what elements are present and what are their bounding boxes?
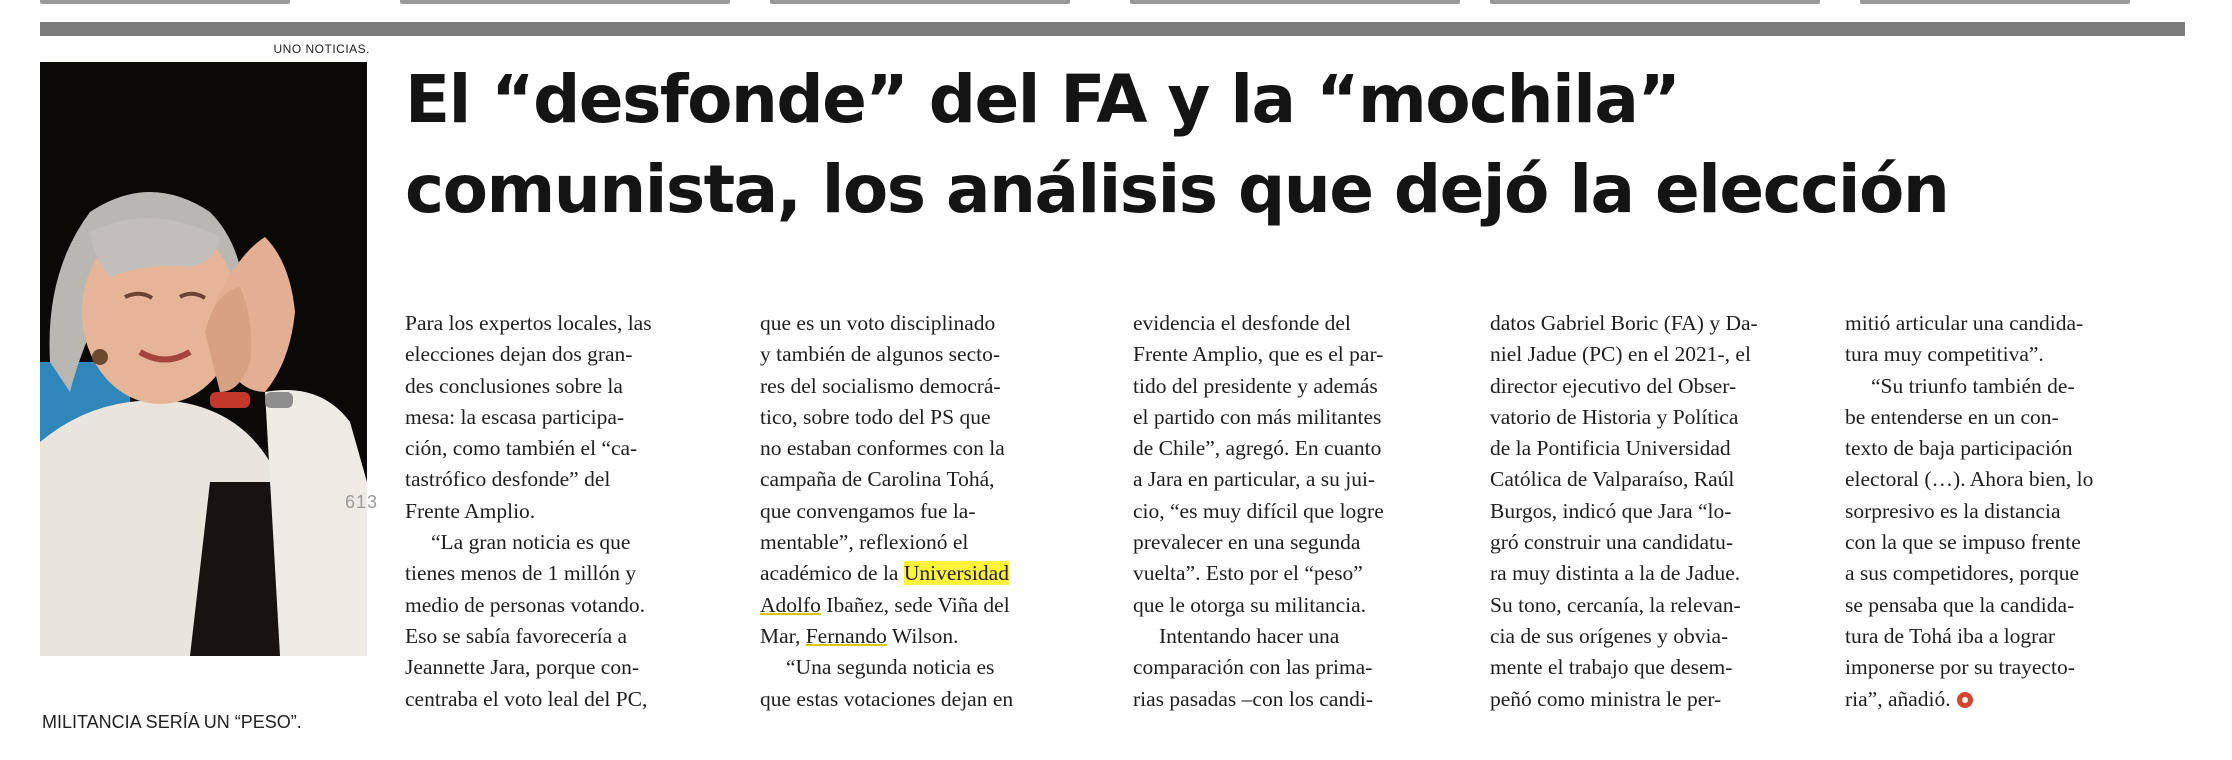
text-line: cia de sus orígenes y obvia- [1490, 623, 1729, 648]
text-line: be entenderse en un con- [1845, 404, 2059, 429]
text-line: niel Jadue (PC) en el 2021-, el [1490, 342, 1751, 367]
text-line: datos Gabriel Boric (FA) y Da- [1490, 311, 1758, 335]
text-line: con la que se impuso frente [1845, 530, 2081, 555]
text-line: vuelta”. Esto por el “peso” [1133, 561, 1363, 586]
body-column-5 [1845, 308, 2190, 715]
text-line: ra muy distinta a la de Jadue. [1490, 561, 1741, 586]
text-line: ción, como también el “ca- [405, 436, 638, 461]
text-line: que convengamos fue la- [760, 498, 976, 523]
text-line: que es un voto disciplinado [760, 311, 996, 335]
text-segment: Mar, [760, 623, 806, 648]
text-line: Frente Amplio, que es el par- [1133, 342, 1384, 367]
text-line: des conclusiones sobre la [405, 373, 623, 398]
text-line: tienes menos de 1 millón y [405, 561, 637, 586]
text-line [760, 590, 1105, 621]
text-line: que estas votaciones dejan en [760, 686, 1014, 711]
photo-credit: UNO NOTICIAS. [273, 42, 370, 56]
headline-line: comunista, los análisis que dejó la elección [405, 151, 1949, 228]
previous-article-fragment [0, 0, 2232, 10]
text-line: de la Pontificia Universidad [1490, 436, 1731, 461]
article-photo [40, 62, 367, 656]
photo-caption: MILITANCIA SERÍA UN “PESO”. [42, 712, 302, 732]
text-line: electoral (…). Ahora bien, lo [1845, 467, 2094, 492]
top-rule [40, 22, 2185, 36]
text-line: director ejecutivo del Obser- [1490, 373, 1737, 398]
text-line: mitió articular una candida- [1845, 311, 2084, 335]
text-line: a sus competidores, porque [1845, 561, 2080, 586]
text-line: campaña de Carolina Tohá, [760, 467, 995, 492]
text-line: tico, sobre todo del PS que [760, 404, 991, 429]
text-line: a Jara en particular, a su jui- [1133, 467, 1376, 492]
text-line: tastrófico desfonde” del [405, 467, 611, 492]
text-line: Católica de Valparaíso, Raúl [1490, 467, 1735, 492]
text-line: vatorio de Historia y Política [1490, 404, 1739, 429]
text-line: sorpresivo es la distancia [1845, 498, 2061, 523]
image-watermark: 613 [345, 492, 379, 512]
text-segment: ria”, añadió. [1845, 686, 1951, 711]
text-line: mentable”, reflexionó el [760, 530, 969, 555]
text-line: se pensaba que la candida- [1845, 592, 2075, 617]
highlighted-university-name: Universidad [903, 561, 1009, 586]
text-line: tura muy competitiva”. [1845, 342, 2044, 367]
text-line: no estaban conformes con la [760, 436, 1005, 461]
text-segment: académico de la [760, 561, 904, 586]
text-line: evidencia el desfonde del [1133, 311, 1351, 335]
text-line: mente el trabajo que desem- [1490, 655, 1733, 680]
woman-clapping-image [40, 62, 367, 656]
underlined-person-name: Fernando [805, 623, 887, 648]
body-column-4 [1490, 308, 1835, 715]
text-line: comparación con las prima- [1133, 655, 1373, 680]
text-line [760, 558, 1105, 589]
text-line: Intentando hacer una [1159, 623, 1340, 648]
text-line: mesa: la escasa participa- [405, 404, 625, 429]
text-line: texto de baja participación [1845, 436, 2073, 461]
text-line: res del socialismo democrá- [760, 373, 1001, 398]
text-segment: Ibañez, sede Viña del [820, 592, 1010, 617]
text-line: Jeannette Jara, porque con- [405, 655, 640, 680]
text-line: el partido con más militantes [1133, 404, 1382, 429]
headline-line: El “desfonde” del FA y la “mochila” [405, 61, 1680, 138]
text-line: elecciones dejan dos gran- [405, 342, 633, 367]
text-line: centraba el voto leal del PC, [405, 686, 648, 711]
text-line [760, 621, 1105, 652]
body-column-1 [405, 308, 750, 715]
article-end-icon [1957, 692, 1973, 708]
text-line: de Chile”, agregó. En cuanto [1133, 436, 1382, 461]
text-segment: Wilson. [886, 623, 959, 648]
text-line: tura de Tohá iba a lograr [1845, 623, 2056, 648]
body-column-3 [1133, 308, 1478, 715]
text-line: Para los expertos locales, las [405, 311, 652, 335]
text-line: “Su triunfo también de- [1871, 373, 2075, 398]
underlined-university-name: Adolfo [760, 592, 821, 617]
text-line: tido del presidente y además [1133, 373, 1378, 398]
text-line: “La gran noticia es que [431, 530, 631, 555]
text-line: prevalecer en una segunda [1133, 530, 1361, 555]
text-line: Frente Amplio. [405, 498, 536, 523]
text-line [1845, 684, 2190, 715]
text-line: “Una segunda noticia es [786, 655, 995, 680]
headline [405, 55, 2195, 235]
text-line: imponerse por su trayecto- [1845, 655, 2075, 680]
text-line: que le otorga su militancia. [1133, 592, 1367, 617]
body-column-2 [760, 308, 1105, 715]
text-line: medio de personas votando. [405, 592, 646, 617]
text-line: peñó como ministra le per- [1490, 686, 1722, 711]
text-line: y también de algunos secto- [760, 342, 1001, 367]
text-line: Eso se sabía favorecería a [405, 623, 628, 648]
text-line: rias pasadas –con los candi- [1133, 686, 1374, 711]
text-line: Burgos, indicó que Jara “lo- [1490, 498, 1732, 523]
text-line: Su tono, cercanía, la relevan- [1490, 592, 1741, 617]
text-line: cio, “es muy difícil que logre [1133, 498, 1384, 523]
text-line: gró construir una candidatu- [1490, 530, 1733, 555]
